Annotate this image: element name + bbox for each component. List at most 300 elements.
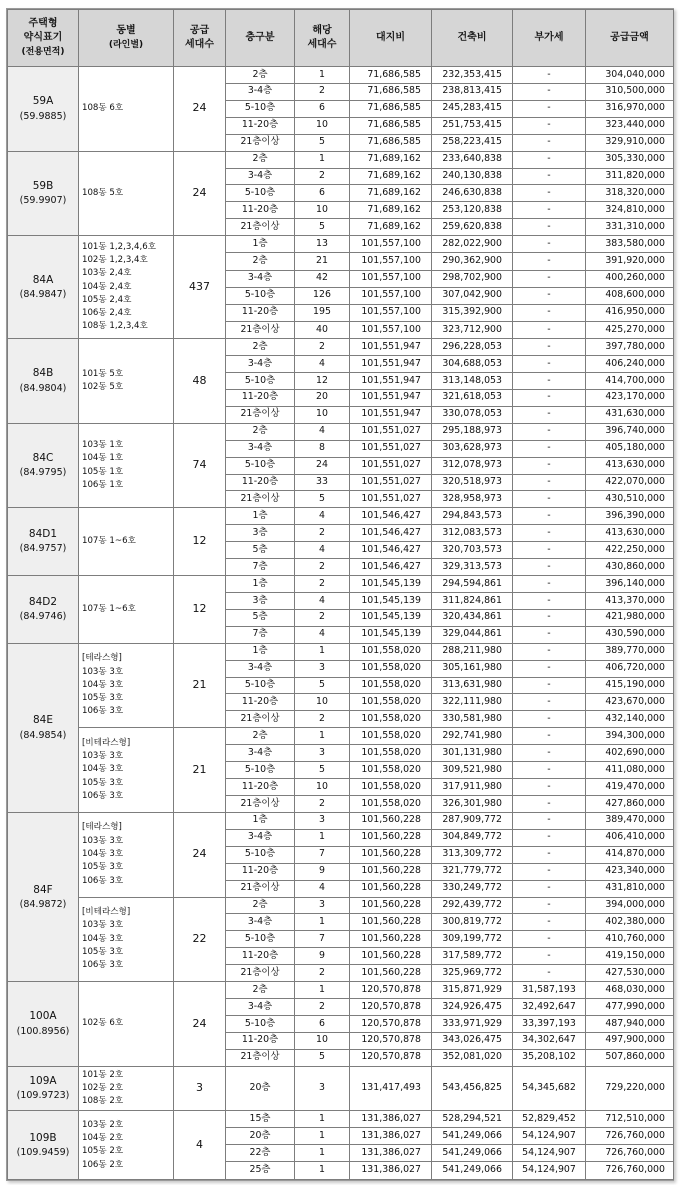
vat-cell: - (513, 542, 586, 559)
dong-line-item: 102동 5호 (82, 381, 124, 392)
unit-count-cell: 5 (295, 762, 350, 779)
unit-type-label: 84F (33, 883, 53, 896)
total-price-cell: 423,340,000 (586, 863, 674, 880)
land-cost-cell: 101,560,228 (350, 948, 432, 965)
unit-count-cell: 1 (295, 982, 350, 999)
total-price-cell: 423,670,000 (586, 694, 674, 711)
dong-line-item: 103동 2,4호 (82, 268, 132, 279)
header-building-cost: 건축비 (432, 10, 513, 67)
dong-line-item: 106동 2호 (82, 1159, 124, 1170)
building-cost-cell: 290,362,900 (432, 253, 513, 270)
total-price-cell: 413,370,000 (586, 592, 674, 609)
table-row (8, 151, 674, 168)
unit-count-cell: 40 (295, 321, 350, 338)
total-price-cell: 413,630,000 (586, 457, 674, 474)
vat-cell: - (513, 779, 586, 796)
dong-line-item: 105동 2,4호 (82, 294, 132, 305)
vat-cell: - (513, 389, 586, 406)
vat-cell: - (513, 134, 586, 151)
total-price-cell: 431,810,000 (586, 880, 674, 897)
floor-cell: 11-20층 (226, 948, 295, 965)
total-price-cell: 487,940,000 (586, 1016, 674, 1033)
land-cost-cell: 101,558,020 (350, 660, 432, 677)
unit-count-cell: 1 (295, 914, 350, 931)
unit-count-cell: 4 (295, 880, 350, 897)
land-cost-cell: 71,689,162 (350, 219, 432, 236)
floor-cell: 2층 (226, 728, 295, 745)
dong-line-item: 101동 5호 (82, 368, 124, 379)
building-cost-cell: 282,022,900 (432, 236, 513, 253)
total-price-cell: 316,970,000 (586, 100, 674, 117)
dong-line-item: 104동 2호 (82, 1132, 124, 1143)
floor-cell: 21층이상 (226, 1049, 295, 1066)
unit-area-label: (59.9907) (19, 195, 67, 207)
supply-units-cell: 24 (174, 67, 226, 152)
total-price-cell: 427,860,000 (586, 796, 674, 813)
total-price-cell: 431,630,000 (586, 406, 674, 423)
building-cost-cell: 253,120,838 (432, 202, 513, 219)
unit-area-label: (84.9746) (19, 611, 67, 623)
dong-line-cell (79, 67, 174, 152)
building-cost-cell: 304,849,772 (432, 829, 513, 846)
land-cost-cell: 101,551,947 (350, 339, 432, 356)
total-price-cell: 383,580,000 (586, 236, 674, 253)
total-price-cell: 413,630,000 (586, 525, 674, 542)
unit-count-cell: 6 (295, 100, 350, 117)
building-cost-cell: 309,199,772 (432, 931, 513, 948)
unit-count-cell: 5 (295, 134, 350, 151)
land-cost-cell: 101,558,020 (350, 643, 432, 660)
vat-cell: - (513, 253, 586, 270)
total-price-cell: 410,760,000 (586, 931, 674, 948)
land-cost-cell: 71,686,585 (350, 83, 432, 100)
dong-line-item: 108동 5호 (82, 187, 124, 198)
dong-line-cell (79, 1066, 174, 1111)
floor-cell: 3층 (226, 592, 295, 609)
unit-count-cell: 4 (295, 508, 350, 525)
vat-cell: - (513, 863, 586, 880)
unit-area-label: (84.9795) (19, 467, 67, 479)
total-price-cell: 318,320,000 (586, 185, 674, 202)
floor-cell: 21층이상 (226, 406, 295, 423)
unit-type-label: 84B (32, 367, 54, 380)
unit-count-cell: 7 (295, 931, 350, 948)
supply-units-cell: 21 (174, 643, 226, 728)
building-cost-cell: 294,843,573 (432, 508, 513, 525)
unit-count-cell: 195 (295, 304, 350, 321)
floor-cell: 3-4층 (226, 660, 295, 677)
table-row (8, 1066, 674, 1111)
unit-count-cell: 9 (295, 948, 350, 965)
land-cost-cell: 101,546,427 (350, 559, 432, 576)
building-cost-cell: 317,589,772 (432, 948, 513, 965)
vat-cell: - (513, 457, 586, 474)
building-cost-cell: 313,309,772 (432, 846, 513, 863)
vat-cell: - (513, 796, 586, 813)
floor-cell: 3-4층 (226, 914, 295, 931)
unit-area-label: (109.9459) (16, 1147, 70, 1159)
supply-price-table (7, 9, 674, 1180)
unit-area-label: (84.9757) (19, 543, 67, 555)
land-cost-cell: 101,558,020 (350, 711, 432, 728)
dong-line-cell (79, 982, 174, 1067)
vat-cell: - (513, 474, 586, 491)
header-dong: 동별 (라인별) (79, 10, 174, 67)
building-cost-cell: 541,249,066 (432, 1145, 513, 1162)
dong-line-item: 106동 3호 (82, 791, 124, 802)
table-row (8, 643, 674, 660)
header-floor: 층구분 (226, 10, 295, 67)
unit-count-cell: 2 (295, 711, 350, 728)
unit-type-cell (8, 643, 79, 812)
unit-count-cell: 1 (295, 728, 350, 745)
unit-area-label: (109.9723) (16, 1090, 70, 1102)
land-cost-cell: 71,689,162 (350, 202, 432, 219)
vat-cell: 32,492,647 (513, 999, 586, 1016)
land-cost-cell: 131,386,027 (350, 1111, 432, 1128)
unit-count-cell: 10 (295, 202, 350, 219)
total-price-cell: 726,760,000 (586, 1145, 674, 1162)
dong-line-cell (79, 1111, 174, 1180)
land-cost-cell: 101,551,947 (350, 356, 432, 373)
land-cost-cell: 101,551,027 (350, 491, 432, 508)
table-row (8, 508, 674, 525)
land-cost-cell: 71,689,162 (350, 151, 432, 168)
floor-cell: 1층 (226, 576, 295, 593)
land-cost-cell: 71,689,162 (350, 185, 432, 202)
total-price-cell: 477,990,000 (586, 999, 674, 1016)
dong-line-cell (79, 812, 174, 897)
vat-cell: 54,345,682 (513, 1066, 586, 1111)
building-cost-cell: 309,521,980 (432, 762, 513, 779)
floor-cell: 21층이상 (226, 219, 295, 236)
building-cost-cell: 295,188,973 (432, 423, 513, 440)
table-row (8, 339, 674, 356)
land-cost-cell: 101,558,020 (350, 694, 432, 711)
dong-line-item: [비테라스형] (82, 737, 131, 748)
floor-cell: 5층 (226, 542, 295, 559)
floor-cell: 3-4층 (226, 270, 295, 287)
floor-cell: 5-10층 (226, 185, 295, 202)
unit-count-cell: 2 (295, 796, 350, 813)
unit-type-cell (8, 508, 79, 576)
unit-type-cell (8, 423, 79, 508)
unit-count-cell: 5 (295, 491, 350, 508)
building-cost-cell: 324,926,475 (432, 999, 513, 1016)
vat-cell: - (513, 931, 586, 948)
floor-cell: 11-20층 (226, 694, 295, 711)
building-cost-cell: 326,301,980 (432, 796, 513, 813)
floor-cell: 1층 (226, 236, 295, 253)
dong-line-item: 106동 2,4호 (82, 308, 132, 319)
table-row (8, 728, 674, 745)
vat-cell: - (513, 151, 586, 168)
vat-cell: - (513, 592, 586, 609)
supply-units-cell: 3 (174, 1066, 226, 1111)
vat-cell: 54,124,907 (513, 1145, 586, 1162)
dong-line-cell (79, 151, 174, 236)
floor-cell: 2층 (226, 897, 295, 914)
unit-count-cell: 20 (295, 389, 350, 406)
building-cost-cell: 245,283,415 (432, 100, 513, 117)
building-cost-cell: 541,249,066 (432, 1128, 513, 1145)
land-cost-cell: 101,558,020 (350, 762, 432, 779)
vat-cell: - (513, 219, 586, 236)
total-price-cell: 411,080,000 (586, 762, 674, 779)
dong-line-item: 108동 1,2,3,4호 (82, 321, 148, 332)
land-cost-cell: 101,551,027 (350, 423, 432, 440)
unit-type-label: 84C (32, 452, 54, 465)
vat-cell: 33,397,193 (513, 1016, 586, 1033)
land-cost-cell: 101,560,228 (350, 931, 432, 948)
floor-cell: 5-10층 (226, 931, 295, 948)
unit-count-cell: 5 (295, 219, 350, 236)
land-cost-cell: 71,689,162 (350, 168, 432, 185)
land-cost-cell: 101,560,228 (350, 846, 432, 863)
land-cost-cell: 101,557,100 (350, 321, 432, 338)
building-cost-cell: 320,518,973 (432, 474, 513, 491)
land-cost-cell: 101,558,020 (350, 677, 432, 694)
floor-cell: 15층 (226, 1111, 295, 1128)
floor-cell: 3-4층 (226, 829, 295, 846)
total-price-cell: 396,740,000 (586, 423, 674, 440)
unit-count-cell: 9 (295, 863, 350, 880)
dong-line-cell (79, 508, 174, 576)
floor-cell: 21층이상 (226, 491, 295, 508)
building-cost-cell: 246,630,838 (432, 185, 513, 202)
unit-count-cell: 6 (295, 185, 350, 202)
dong-line-item: [테라스형] (82, 822, 122, 833)
total-price-cell: 391,920,000 (586, 253, 674, 270)
dong-line-item: 101동 2호 (82, 1069, 124, 1080)
table-row (8, 1111, 674, 1128)
total-price-cell: 329,910,000 (586, 134, 674, 151)
floor-cell: 1층 (226, 643, 295, 660)
unit-count-cell: 3 (295, 745, 350, 762)
building-cost-cell: 317,911,980 (432, 779, 513, 796)
unit-count-cell: 8 (295, 440, 350, 457)
floor-cell: 1층 (226, 508, 295, 525)
unit-count-cell: 5 (295, 1049, 350, 1066)
unit-type-label: 84D1 (28, 528, 58, 541)
unit-type-cell (8, 67, 79, 152)
floor-cell: 11-20층 (226, 202, 295, 219)
unit-type-label: 84D2 (28, 595, 58, 608)
unit-count-cell: 33 (295, 474, 350, 491)
floor-cell: 5층 (226, 609, 295, 626)
unit-count-cell: 42 (295, 270, 350, 287)
land-cost-cell: 101,551,027 (350, 474, 432, 491)
land-cost-cell: 101,551,947 (350, 372, 432, 389)
vat-cell: - (513, 745, 586, 762)
unit-count-cell: 1 (295, 829, 350, 846)
land-cost-cell: 101,560,228 (350, 812, 432, 829)
unit-area-label: (84.9854) (19, 729, 67, 741)
price-table-frame (6, 8, 674, 1181)
total-price-cell: 400,260,000 (586, 270, 674, 287)
vat-cell: - (513, 202, 586, 219)
dong-line-cell (79, 339, 174, 424)
unit-count-cell: 4 (295, 423, 350, 440)
vat-cell: - (513, 356, 586, 373)
building-cost-cell: 300,819,772 (432, 914, 513, 931)
dong-line-item: 103동 3호 (82, 751, 124, 762)
floor-cell: 5-10층 (226, 846, 295, 863)
building-cost-cell: 321,779,772 (432, 863, 513, 880)
land-cost-cell: 120,570,878 (350, 1049, 432, 1066)
land-cost-cell: 71,686,585 (350, 67, 432, 84)
unit-count-cell: 21 (295, 253, 350, 270)
table-row (8, 423, 674, 440)
building-cost-cell: 304,688,053 (432, 356, 513, 373)
vat-cell: - (513, 67, 586, 84)
dong-line-item: [비테라스형] (82, 907, 131, 918)
dong-line-item: 105동 3호 (82, 693, 124, 704)
total-price-cell: 408,600,000 (586, 287, 674, 304)
floor-cell: 1층 (226, 812, 295, 829)
building-cost-cell: 312,078,973 (432, 457, 513, 474)
unit-count-cell: 2 (295, 168, 350, 185)
floor-cell: 5-10층 (226, 1016, 295, 1033)
land-cost-cell: 101,557,100 (350, 287, 432, 304)
floor-cell: 5-10층 (226, 762, 295, 779)
unit-count-cell: 7 (295, 846, 350, 863)
supply-units-cell: 74 (174, 423, 226, 508)
floor-cell: 22층 (226, 1145, 295, 1162)
building-cost-cell: 313,631,980 (432, 677, 513, 694)
unit-count-cell: 2 (295, 965, 350, 982)
unit-count-cell: 4 (295, 626, 350, 643)
building-cost-cell: 296,228,053 (432, 339, 513, 356)
unit-type-cell (8, 1066, 79, 1111)
floor-cell: 3-4층 (226, 356, 295, 373)
total-price-cell: 406,720,000 (586, 660, 674, 677)
vat-cell: - (513, 762, 586, 779)
unit-count-cell: 2 (295, 609, 350, 626)
unit-area-label: (100.8956) (16, 1025, 70, 1037)
building-cost-cell: 528,294,521 (432, 1111, 513, 1128)
building-cost-cell: 329,313,573 (432, 559, 513, 576)
vat-cell: - (513, 508, 586, 525)
total-price-cell: 310,500,000 (586, 83, 674, 100)
unit-count-cell: 4 (295, 542, 350, 559)
total-price-cell: 396,390,000 (586, 508, 674, 525)
header-total-price: 공급금액 (586, 10, 674, 67)
dong-line-cell (79, 643, 174, 728)
vat-cell: - (513, 100, 586, 117)
total-price-cell: 331,310,000 (586, 219, 674, 236)
land-cost-cell: 101,545,139 (350, 592, 432, 609)
unit-count-cell: 126 (295, 287, 350, 304)
dong-line-item: 106동 3호 (82, 960, 124, 971)
dong-line-item: 106동 1호 (82, 479, 124, 490)
vat-cell: - (513, 525, 586, 542)
vat-cell: - (513, 440, 586, 457)
floor-cell: 5-10층 (226, 457, 295, 474)
total-price-cell: 468,030,000 (586, 982, 674, 999)
header-land-cost: 대지비 (350, 10, 432, 67)
total-price-cell: 405,180,000 (586, 440, 674, 457)
land-cost-cell: 71,686,585 (350, 117, 432, 134)
total-price-cell: 421,980,000 (586, 609, 674, 626)
dong-line-item: 104동 1호 (82, 453, 124, 464)
building-cost-cell: 321,618,053 (432, 389, 513, 406)
vat-cell: - (513, 677, 586, 694)
vat-cell: - (513, 948, 586, 965)
table-row (8, 897, 674, 914)
floor-cell: 5-10층 (226, 100, 295, 117)
building-cost-cell: 287,909,772 (432, 812, 513, 829)
vat-cell: 34,302,647 (513, 1032, 586, 1049)
vat-cell: - (513, 897, 586, 914)
floor-cell: 11-20층 (226, 863, 295, 880)
dong-line-item: 102동 2호 (82, 1082, 124, 1093)
land-cost-cell: 101,560,228 (350, 863, 432, 880)
floor-cell: 11-20층 (226, 474, 295, 491)
unit-count-cell: 5 (295, 677, 350, 694)
table-row (8, 67, 674, 84)
vat-cell: - (513, 711, 586, 728)
total-price-cell: 419,150,000 (586, 948, 674, 965)
building-cost-cell: 292,741,980 (432, 728, 513, 745)
dong-line-item: 105동 2호 (82, 1146, 124, 1157)
vat-cell: - (513, 829, 586, 846)
floor-cell: 2층 (226, 67, 295, 84)
vat-cell: - (513, 728, 586, 745)
unit-count-cell: 6 (295, 1016, 350, 1033)
land-cost-cell: 101,558,020 (350, 745, 432, 762)
land-cost-cell: 101,545,139 (350, 626, 432, 643)
land-cost-cell: 101,557,100 (350, 236, 432, 253)
dong-line-item: 107동 1~6호 (82, 536, 136, 547)
land-cost-cell: 101,545,139 (350, 609, 432, 626)
vat-cell: - (513, 406, 586, 423)
unit-count-cell: 3 (295, 897, 350, 914)
vat-cell: - (513, 660, 586, 677)
table-row (8, 982, 674, 999)
vat-cell: - (513, 812, 586, 829)
dong-line-item: [테라스형] (82, 653, 122, 664)
vat-cell: - (513, 694, 586, 711)
total-price-cell: 406,410,000 (586, 829, 674, 846)
total-price-cell: 729,220,000 (586, 1066, 674, 1111)
header-unit-count: 해당 세대수 (295, 10, 350, 67)
dong-line-item: 105동 1호 (82, 466, 124, 477)
building-cost-cell: 311,824,861 (432, 592, 513, 609)
dong-line-cell (79, 576, 174, 644)
total-price-cell: 507,860,000 (586, 1049, 674, 1066)
total-price-cell: 726,760,000 (586, 1162, 674, 1180)
building-cost-cell: 541,249,066 (432, 1162, 513, 1180)
floor-cell: 5-10층 (226, 287, 295, 304)
building-cost-cell: 288,211,980 (432, 643, 513, 660)
unit-count-cell: 3 (295, 812, 350, 829)
supply-units-cell: 12 (174, 508, 226, 576)
land-cost-cell: 101,560,228 (350, 914, 432, 931)
unit-type-label: 84E (33, 714, 53, 727)
total-price-cell: 324,810,000 (586, 202, 674, 219)
building-cost-cell: 330,249,772 (432, 880, 513, 897)
unit-count-cell: 1 (295, 1128, 350, 1145)
floor-cell: 3-4층 (226, 83, 295, 100)
floor-cell: 21층이상 (226, 134, 295, 151)
land-cost-cell: 120,570,878 (350, 999, 432, 1016)
unit-count-cell: 2 (295, 576, 350, 593)
total-price-cell: 415,190,000 (586, 677, 674, 694)
header-vat: 부가세 (513, 10, 586, 67)
floor-cell: 7층 (226, 559, 295, 576)
floor-cell: 21층이상 (226, 965, 295, 982)
